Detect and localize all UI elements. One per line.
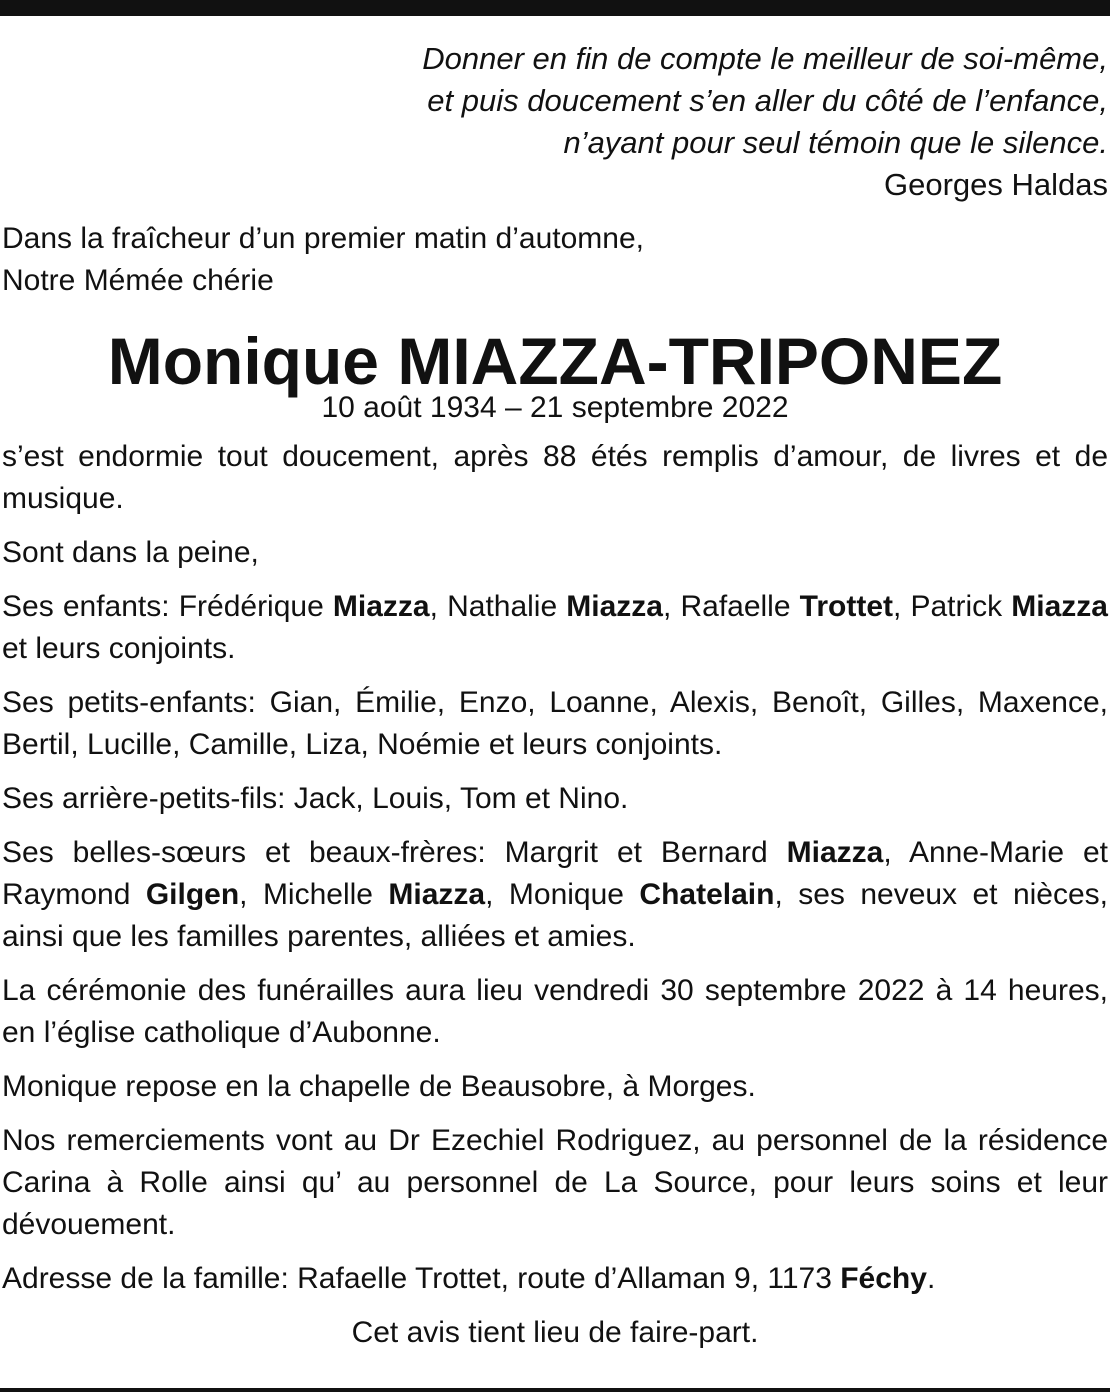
belles-soeurs-surname-1: Miazza [786,836,884,869]
enfants-text-1: Ses enfants: Frédérique [2,590,333,623]
enfants-text-5: et leurs conjoints. [2,632,236,665]
belles-soeurs-surname-4: Chatelain [639,878,775,911]
quote-line-2: et puis doucement s’en aller du côté de l’enfance, [427,83,1108,118]
closing-note: Cet avis tient lieu de faire-part. [351,1316,759,1349]
top-rule [0,0,1110,16]
belles-soeurs-surname-3: Miazza [388,878,486,911]
quote-author: Georges Haldas [883,167,1108,202]
arriere-petits-fils-paragraph: Ses arrière-petits-fils: Jack, Louis, Tom et Nino. [2,782,629,815]
adresse-text-1: Adresse de la famille: Rafaelle Trottet, route d’Allaman 9, 1173 [2,1262,841,1295]
belles-soeurs-paragraph [2,832,1108,958]
peine-paragraph: Sont dans la peine, [2,536,259,569]
life-dates: 10 août 1934 – 21 septembre 2022 [321,391,789,424]
adresse-text-2: . [926,1262,936,1295]
remerciements-paragraph: Nos remerciements vont au Dr Ezechiel Rodriguez, au personnel de la résidence Carina à Rolle ainsi qu’ au personnel de La Source, pour leurs soins et leur dévouement. [2,1124,1108,1241]
enfants-surname-4: Miazza [1011,590,1108,623]
intro-line-2: Notre Mémée chérie [2,264,274,297]
deceased-name: Monique MIAZZA-TRIPONEZ [107,324,1003,398]
quote-line-1: Donner en fin de compte le meilleur de soi-même, [422,41,1108,76]
enfants-text-2: , Nathalie [429,590,567,623]
adresse-paragraph [2,1258,1108,1300]
petits-enfants-paragraph: Ses petits-enfants: Gian, Émilie, Enzo, Loanne, Alexis, Benoît, Gilles, Maxence, Bertil, Lucille, Camille, Liza, Noémie et leurs conjoints. [2,686,1108,761]
belles-soeurs-text-1: Ses belles-sœurs et beaux-frères: Margrit et Bernard [2,836,787,869]
bottom-rule [0,1388,1110,1392]
belles-soeurs-text-2: , Anne-Marie et Raymond [2,836,1109,911]
belles-soeurs-text-3: , Michelle [239,878,389,911]
belles-soeurs-surname-2: Gilgen [145,878,240,911]
endormie-paragraph: s’est endormie tout doucement, après 88 étés remplis d’amour, de livres et de musique. [2,440,1108,515]
enfants-text-3: , Rafaelle [663,590,800,623]
repose-paragraph: Monique repose en la chapelle de Beausobre, à Morges. [2,1070,756,1103]
enfants-paragraph [2,586,1108,670]
enfants-text-4: , Patrick [893,590,1012,623]
belles-soeurs-text-4: , Monique [485,878,640,911]
enfants-surname-2: Miazza [566,590,663,623]
intro-text [2,218,1108,302]
ceremonie-paragraph: La cérémonie des funérailles aura lieu vendredi 30 septembre 2022 à 14 heures, en l’église catholique d’Aubonne. [2,974,1108,1049]
belles-soeurs-text-5: , ses neveux et nièces, ainsi que les familles parentes, alliées et amies. [2,878,1108,953]
intro-line-1: Dans la fraîcheur d’un premier matin d’automne, [2,222,644,255]
quote-line-3: n’ayant pour seul témoin que le silence. [563,125,1108,160]
enfants-surname-1: Miazza [332,590,430,623]
obituary-notice [2,38,1108,1354]
adresse-locality: Féchy [840,1262,927,1295]
epigraph-quote [2,38,1108,206]
enfants-surname-3: Trottet [799,590,893,623]
